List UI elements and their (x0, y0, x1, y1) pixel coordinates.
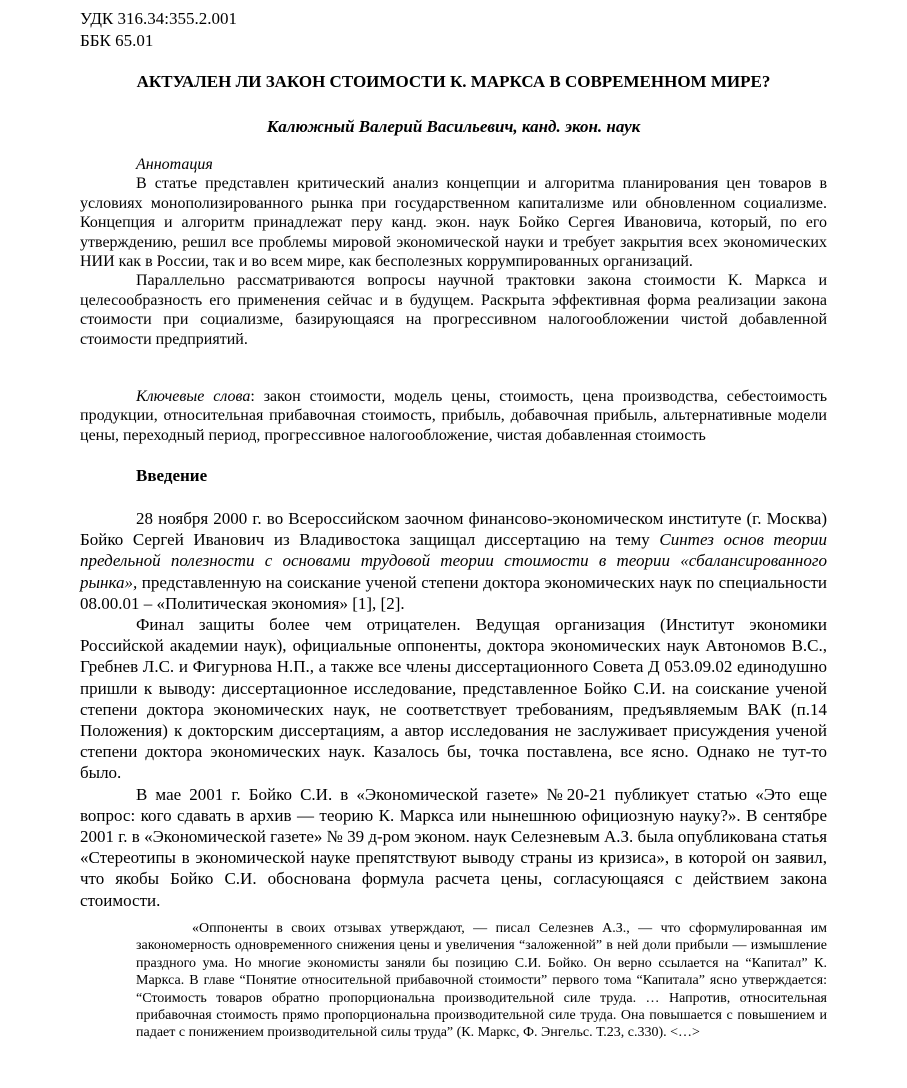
body-paragraph (80, 508, 827, 614)
keywords-section (80, 387, 827, 445)
classification-codes (80, 8, 237, 52)
udk-code: УДК 316.34:355.2.001 (80, 9, 237, 28)
article-title: АКТУАЛЕН ЛИ ЗАКОН СТОИМОСТИ К. МАРКСА В СОВРЕМЕННОМ МИРЕ? (136, 72, 771, 91)
dissertation-title: Синтез основ теории предельной полезности с основами трудовой теории стоимости в теории «сбалансированного рынка», (80, 530, 827, 592)
bbk-code: ББК 65.01 (80, 31, 154, 50)
keywords-label: Ключевые слова (136, 388, 251, 405)
abstract-paragraph: Параллельно рассматриваются вопросы научной трактовки закона стоимости К. Маркса и целесообразность его применения сейчас и в будущем. Раскрыта эффективная форма реализации закона стоимости при социализме, базирующаяся на прогрессивном налогообложении чистой добавленной стоимости предприятий. (80, 272, 827, 348)
block-quote (136, 920, 827, 1042)
quote-paragraph: «Оппоненты в своих отзывах утверждают, — писал Селезнев А.З., — что сформулированная им закономерность одновременного снижения цены и увеличения “заложенной” в ней доли прибыли — измышление праздного ума. Но многие экономисты заняли бы позицию С.И. Бойко. Он верно ссылается на “Капитал” К. Маркса. В главе “Понятие относительной прибавочной стоимости” первого тома “Капитала” ясно утверждается: “Стоимость товаров обратно пропорциональна производительной силе труда. … Напротив, относительная прибавочная стоимость прямо пропорциональна производительной силе труда. Она повышается с повышением и падает с понижением производительной силы труда” (К. Маркс, Ф. Энгельс. Т.23, с.330). <…> (136, 921, 827, 1041)
body-paragraph: В мае 2001 г. Бойко С.И. в «Экономической газете» №20-21 публикует статью «Это еще вопрос: кого сдавать в архив — теорию К. Маркса или нынешнюю официозную науку?». В сентябре 2001 г. в «Экономической газете» № 39 д-ром эконом. наук Селезневым А.З. была опубликована статья «Стереотипы в экономической науке препятствуют выводу страны из кризиса», в которой он заявил, что якобы Бойко С.И. обоснована формула расчета цены, согласующаяся с действием закона стоимости. (80, 784, 828, 910)
abstract-label: Аннотация (136, 156, 213, 173)
paragraph-text: 28 ноября 2000 г. во Всероссийском заочном финансово-экономическом институте (г. Москва) Бойко Сергей Иванович из Владивостока защищал диссертацию на тему (80, 509, 827, 550)
introduction-body (80, 508, 827, 911)
abstract-section (80, 155, 827, 349)
keywords-text: : закон стоимости, модель цены, стоимость, цена производства, себестоимость продукции, относительная прибавочная стоимость, прибыль, добавочная прибыль, альтернативные модели цены, переходный период, прогрессивное налогообложение, чистая добавленная стоимость (80, 388, 827, 444)
abstract-paragraph: В статье представлен критический анализ концепции и алгоритма планирования цен товаров в условиях монополизированного рынка при государственном капитализме или обновленном социализме. Концепция и алгоритм принадлежат перу канд. экон. наук Бойко Сергея Ивановича, который, по его утверждению, решил все проблемы мировой экономической науки и требует закрытия всех экономических НИИ как в России, так и во всем мире, как бесполезных коррумпированных организаций. (80, 175, 827, 271)
paragraph-text: представленную на соискание ученой степени доктора экономических наук по специальности 08.00.01 – «Политическая экономия» [1], [2]. (80, 572, 827, 613)
keywords-paragraph (80, 387, 827, 445)
article-author: Калюжный Валерий Васильевич, канд. экон. наук (266, 117, 641, 136)
section-heading: Введение (136, 466, 208, 485)
body-paragraph: Финал защиты более чем отрицателен. Ведущая организация (Институт экономики Российской академии наук), официальные оппоненты, доктора экономических наук Автономов В.С., Гребнев Л.С. и Фигурнова Н.П., а также все члены диссертационного Совета Д 053.09.02 единодушно пришли к выводу: диссертационное исследование, представленное Бойко С.И. на соискание ученой степени доктора экономических наук, не соответствует требованиям, предъявляемым ВАК (п.14 Положения) к докторским диссертациям, а автор исследования не заслуживает присуждения ученой степени доктора экономических наук. Казалось бы, точка поставлена, все ясно. Однако не тут-то было. (80, 615, 827, 783)
